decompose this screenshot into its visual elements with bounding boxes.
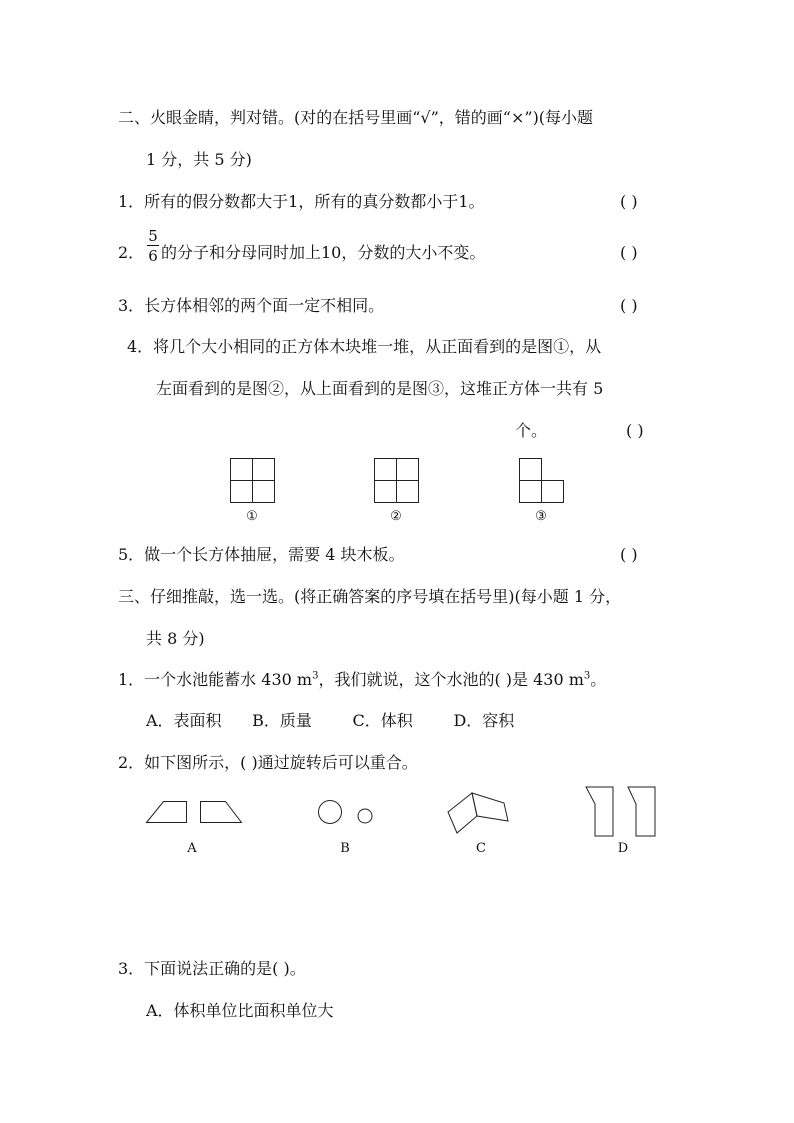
s2-question-2-number: 2．	[118, 243, 145, 262]
figure-a-label: A	[187, 841, 197, 856]
s3-q1-part-c: 。	[590, 670, 607, 689]
s3-q1-part-a: 1．一个水池能蓄水 430 m	[118, 670, 313, 689]
s3-q3-option-a: A．体积单位比面积单位大	[146, 1001, 334, 1020]
s3-q1-part-b: ，我们就说，这个水池的( )是 430 m	[318, 670, 584, 689]
s2-question-4-line1: 4．将几个大小相同的正方体木块堆一堆，从正面看到的是图①，从	[127, 337, 602, 356]
figure-b-circles	[318, 800, 374, 826]
section3-title-line2: 共 8 分)	[146, 629, 205, 648]
figure-d-l-shapes	[585, 786, 659, 840]
figure-1-caption: ①	[246, 509, 258, 524]
figure-b-label: B	[340, 841, 350, 856]
s2-q5-answer-paren[interactable]: ( )	[620, 545, 638, 564]
s3-q1-options: A．表面积 B．质量 C．体积 D．容积	[146, 711, 515, 730]
s2-q1-answer-paren[interactable]: ( )	[620, 192, 638, 211]
fraction-denominator: 6	[148, 247, 158, 265]
s3-question-1	[118, 670, 606, 690]
figure-c-label: C	[476, 841, 486, 856]
section2-title-line2: 1 分，共 5 分)	[146, 150, 252, 169]
view-figure-1-grid	[230, 458, 275, 503]
figure-d-label: D	[617, 841, 629, 856]
s2-question-3: 3．长方体相邻的两个面一定不相同。	[118, 296, 385, 315]
s2-question-4-line3: 个。	[515, 421, 548, 440]
s2-q3-answer-paren[interactable]: ( )	[620, 296, 638, 315]
s3-q1-sup-2: 3	[583, 670, 591, 682]
s3-question-2: 2．如下图所示，( )通过旋转后可以重合。	[118, 753, 418, 772]
section3-title-line1: 三、仔细推敲，选一选。(将正确答案的序号填在括号里)(每小题 1 分，	[118, 587, 622, 606]
figure-a-trapezoids	[146, 800, 242, 824]
view-figure-2-grid	[374, 458, 419, 503]
view-figure-3-l-shape	[519, 458, 565, 504]
s3-q1-sup-1: 3	[312, 670, 319, 682]
fraction-numerator: 5	[148, 227, 158, 245]
figure-3-caption: ③	[535, 509, 547, 524]
s2-q2-answer-paren[interactable]: ( )	[620, 243, 638, 262]
s2-question-1: 1．所有的假分数都大于1，所有的真分数都小于1。	[118, 192, 485, 211]
s3-question-3: 3．下面说法正确的是( )。	[118, 959, 306, 978]
section2-title-line1: 二、火眼金睛，判对错。(对的在括号里画“√”，错的画“×”)(每小题	[118, 108, 594, 127]
fraction-bar	[147, 245, 159, 246]
s2-question-2-text: 的分子和分母同时加上10，分数的大小不变。	[161, 243, 486, 262]
s2-question-4-line2: 左面看到的是图②，从上面看到的是图③，这堆正方体一共有 5	[156, 379, 604, 398]
s2-question-5: 5．做一个长方体抽屉，需要 4 块木板。	[118, 545, 405, 564]
figure-c-quadrilaterals	[447, 792, 511, 834]
figure-2-caption: ②	[390, 509, 402, 524]
s2-q4-answer-paren[interactable]: ( )	[626, 421, 644, 440]
